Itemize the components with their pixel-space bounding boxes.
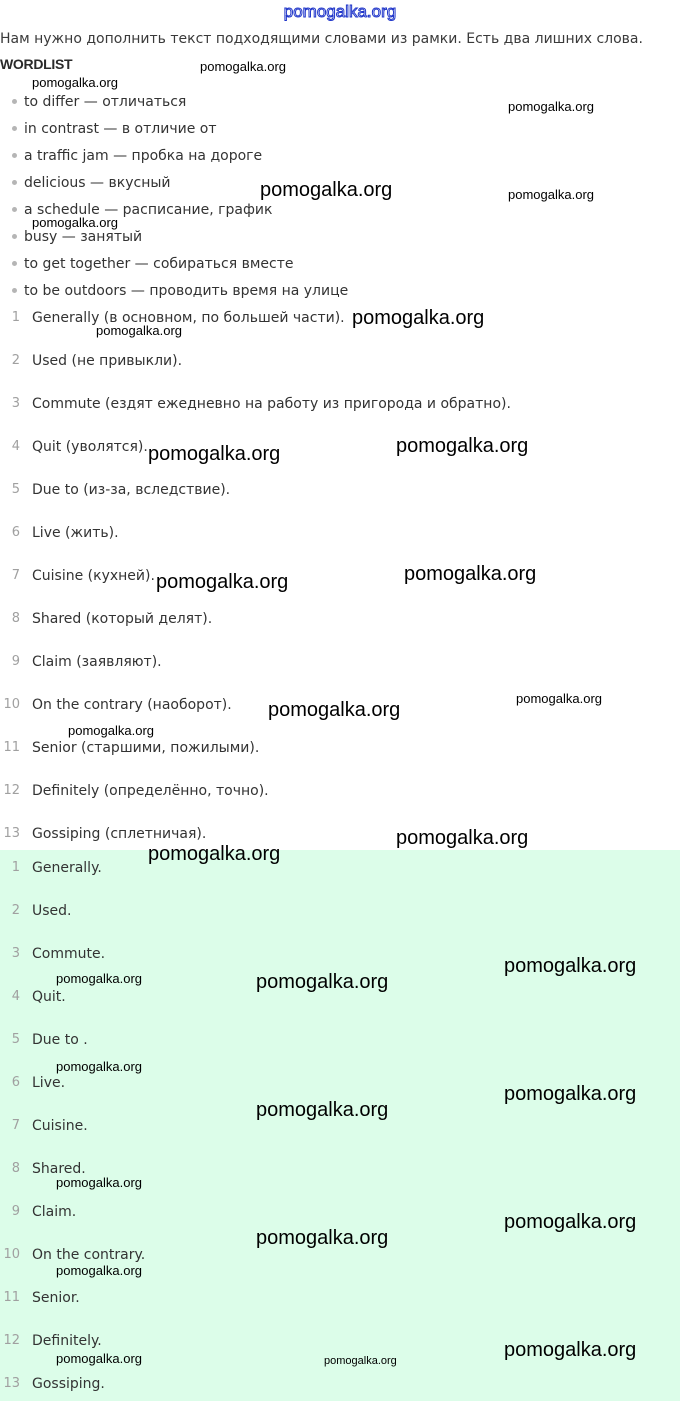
question-item — [0, 738, 680, 781]
bullet-icon — [12, 207, 17, 212]
watermark: pomogalka.org — [56, 1351, 142, 1366]
item-text: Quit (уволятся). — [32, 439, 148, 455]
item-number: 5 — [11, 1032, 20, 1047]
questions-list — [0, 308, 680, 867]
item-text: Generally (в основном, по большей части). — [32, 310, 345, 326]
watermark: pomogalka.org — [504, 1339, 637, 1361]
item-text: Generally. — [32, 860, 102, 876]
watermark: pomogalka.org — [504, 1083, 637, 1105]
item-number: 6 — [11, 1075, 20, 1090]
question-item — [0, 480, 680, 523]
wordlist-item: busy — занятый — [0, 227, 680, 254]
answer-item — [0, 858, 680, 901]
watermark: pomogalka.org — [56, 971, 142, 986]
watermark: pomogalka.org — [256, 1227, 389, 1249]
item-text: Commute (ездят ежедневно на работу из пригорода и обратно). — [32, 396, 511, 412]
watermark: pomogalka.org — [508, 99, 594, 114]
watermark: pomogalka.org — [56, 1059, 142, 1074]
item-number: 9 — [11, 1204, 20, 1219]
watermark: pomogalka.org — [504, 1211, 637, 1233]
question-item — [0, 351, 680, 394]
item-text: Senior (старшими, пожилыми). — [32, 740, 260, 756]
wordlist-item: a traffic jam — пробка на дороге — [0, 146, 680, 173]
item-number: 10 — [3, 1247, 20, 1262]
item-text: Claim. — [32, 1204, 77, 1220]
wordlist-item: a schedule — расписание, график — [0, 200, 680, 227]
question-item — [0, 394, 680, 437]
item-number: 2 — [11, 903, 20, 918]
wordlist-item: to be outdoors — проводить время на улице — [0, 281, 680, 308]
item-text: On the contrary. — [32, 1247, 146, 1263]
watermark: pomogalka.org — [256, 971, 389, 993]
question-item — [0, 781, 680, 824]
watermark: pomogalka.org — [396, 435, 529, 457]
bullet-icon — [12, 261, 17, 266]
watermark: pomogalka.org — [148, 443, 281, 465]
watermark: pomogalka.org — [56, 1175, 142, 1190]
item-number: 10 — [3, 697, 20, 712]
watermark: pomogalka.org — [32, 215, 118, 230]
question-item — [0, 609, 680, 652]
watermark: pomogalka.org — [260, 179, 393, 201]
answer-item — [0, 1116, 680, 1159]
item-text: Shared. — [32, 1161, 86, 1177]
watermark: pomogalka.org — [508, 187, 594, 202]
watermark: pomogalka.org — [68, 723, 154, 738]
bullet-icon — [12, 153, 17, 158]
answer-item — [0, 901, 680, 944]
wordlist-item: to differ — отличаться — [0, 92, 680, 119]
item-text: Gossiping. — [32, 1376, 105, 1392]
item-text: Gossiping (сплетничая). — [32, 826, 207, 842]
item-number: 5 — [11, 482, 20, 497]
item-number: 1 — [11, 860, 20, 875]
wordlist-item: delicious — вкусный — [0, 173, 680, 200]
bullet-icon — [12, 180, 17, 185]
item-number: 8 — [11, 611, 20, 626]
item-text: Due to (из-за, вследствие). — [32, 482, 231, 498]
item-number: 2 — [11, 353, 20, 368]
bullet-icon — [12, 234, 17, 239]
bullet-icon — [12, 288, 17, 293]
item-text: On the contrary (наоборот). — [32, 697, 232, 713]
answer-item — [0, 987, 680, 1030]
item-text: Quit. — [32, 989, 66, 1005]
wordlist-item: to get together — собираться вместе — [0, 254, 680, 281]
item-number: 1 — [11, 310, 20, 325]
item-text: Used. — [32, 903, 72, 919]
bullet-icon — [12, 126, 17, 131]
item-text: Definitely (определённо, точно). — [32, 783, 269, 799]
item-text: Definitely. — [32, 1333, 102, 1349]
item-text: Commute. — [32, 946, 106, 962]
item-text: Cuisine. — [32, 1118, 88, 1134]
task-instruction: Нам нужно дополнить текст подходящими словами из рамки. Есть два лишних слова. — [0, 31, 643, 47]
wordlist-item: in contrast — в отличие от — [0, 119, 680, 146]
item-text: Cuisine (кухней). — [32, 568, 155, 584]
question-item — [0, 437, 680, 480]
watermark: pomogalka.org — [96, 323, 182, 338]
watermark: pomogalka.org — [268, 699, 401, 721]
bullet-icon — [12, 99, 17, 104]
question-item — [0, 652, 680, 695]
site-header-logo[interactable]: pomogalka.org — [283, 2, 397, 21]
item-text: Shared (который делят). — [32, 611, 213, 627]
item-text: Used (не привыкли). — [32, 353, 183, 369]
item-number: 7 — [11, 1118, 20, 1133]
item-number: 3 — [11, 946, 20, 961]
watermark: pomogalka.org — [148, 843, 281, 865]
watermark: pomogalka.org — [404, 563, 537, 585]
item-number: 4 — [11, 439, 20, 454]
watermark: pomogalka.org — [156, 571, 289, 593]
item-text: Claim (заявляют). — [32, 654, 162, 670]
item-number: 7 — [11, 568, 20, 583]
answer-item — [0, 1288, 680, 1331]
item-number: 12 — [3, 1333, 20, 1348]
item-number: 4 — [11, 989, 20, 1004]
item-number: 11 — [3, 1290, 20, 1305]
item-number: 13 — [3, 826, 20, 841]
item-text: Senior. — [32, 1290, 80, 1306]
answer-item — [0, 1374, 680, 1417]
item-number: 8 — [11, 1161, 20, 1176]
item-number: 3 — [11, 396, 20, 411]
item-number: 12 — [3, 783, 20, 798]
item-number: 9 — [11, 654, 20, 669]
item-text: Live. — [32, 1075, 66, 1091]
watermark: pomogalka.org — [352, 307, 485, 329]
wordlist-title: WORDLIST — [0, 56, 73, 72]
item-number: 13 — [3, 1376, 20, 1391]
item-text: Live (жить). — [32, 525, 119, 541]
item-number: 11 — [3, 740, 20, 755]
watermark: pomogalka.org — [56, 1263, 142, 1278]
watermark: pomogalka.org — [256, 1099, 389, 1121]
watermark: pomogalka.org — [324, 1355, 397, 1367]
watermark: pomogalka.org — [516, 691, 602, 706]
item-number: 6 — [11, 525, 20, 540]
watermark: pomogalka.org — [32, 75, 118, 90]
watermark: pomogalka.org — [504, 955, 637, 977]
item-text: Due to . — [32, 1032, 88, 1048]
question-item — [0, 523, 680, 566]
question-item — [0, 563, 680, 609]
watermark: pomogalka.org — [396, 827, 529, 849]
watermark: pomogalka.org — [200, 59, 286, 74]
answers-list — [0, 858, 680, 1417]
